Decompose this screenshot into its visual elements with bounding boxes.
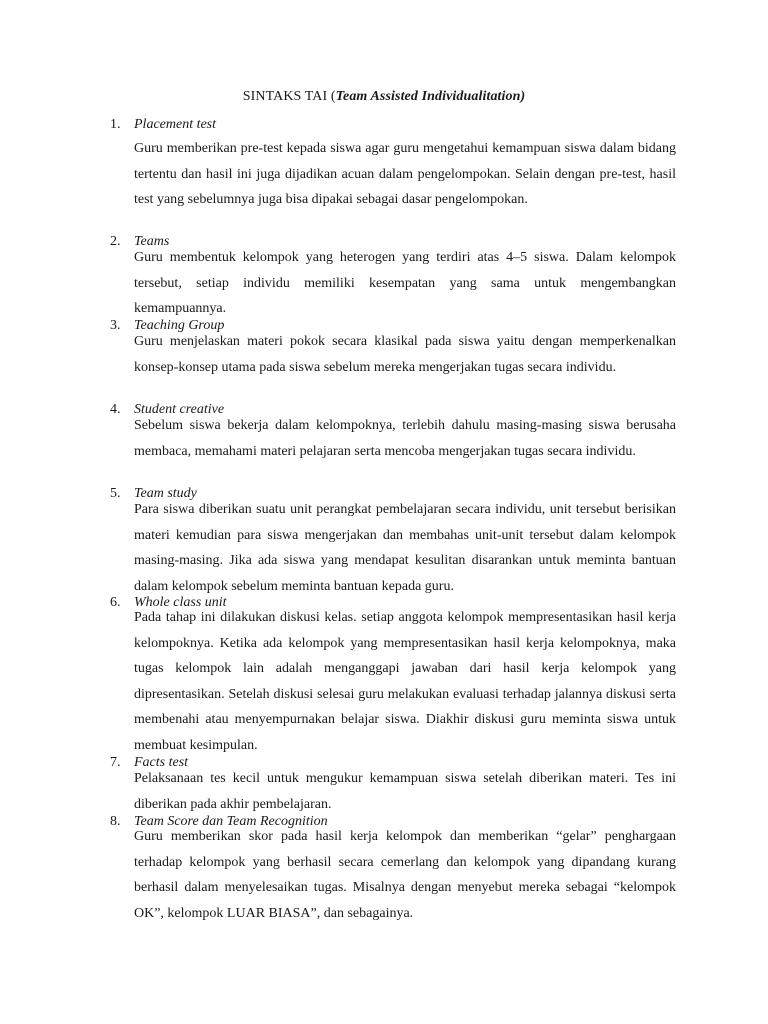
item-number: 7.: [110, 755, 121, 770]
item-number: 4.: [110, 402, 121, 417]
item-text: Para siswa diberikan suatu unit perangkat pembelajaran secara individu, unit tersebut berisikan materi kemudian para siswa mengerjakan dan membahas unit-unit tersebut dalam kelompok masing-masing. Jika ada siswa yang mendapat kesulitan disarankan untuk meminta bantuan dalam kelompok sebelum meminta bantuan kepada guru.: [134, 502, 676, 594]
item-heading: Teaching Group: [134, 318, 225, 333]
item-text: Sebelum siswa bekerja dalam kelompoknya, terlebih dahulu masing-masing siswa berusaha membaca, memahami materi pelajaran serta mencoba mengerjakan tugas secara individu.: [134, 418, 676, 459]
item-number: 3.: [110, 318, 121, 333]
item-text: Guru menjelaskan materi pokok secara klasikal pada siswa yaitu dengan memperkenalkan konsep-konsep utama pada siswa sebelum mereka mengerjakan tugas secara individu.: [134, 334, 676, 375]
document-title: [0, 87, 768, 107]
title-italic: Team Assisted Individualitation): [335, 89, 526, 104]
item-text: Pada tahap ini dilakukan diskusi kelas. setiap anggota kelompok mempresentasikan hasil kerja kelompoknya. Ketika ada kelompok yang mempresentasikan hasil kerja kelompoknya, maka tugas kelompok lain adalah menganggapi jawaban dari hasil kerja kelompok yang dipresentasikan. Setelah diskusi selesai guru melakukan evaluasi terhadap jalannya diskusi serta membenahi atau menyempurnakan belajar siswa. Diakhir diskusi guru meminta siswa untuk membuat kesimpulan.: [134, 610, 676, 753]
item-heading: Placement test: [134, 117, 217, 132]
item-heading: Team Score dan Team Recognition: [134, 814, 328, 829]
item-number: 8.: [110, 814, 121, 829]
item-number: 2.: [110, 234, 121, 249]
item-heading: Student creative: [134, 402, 225, 417]
item-heading: Whole class unit: [134, 595, 227, 610]
item-number: 5.: [110, 486, 121, 501]
item-heading: Teams: [134, 234, 170, 249]
item-text: Pelaksanaan tes kecil untuk mengukur kemampuan siswa setelah diberikan materi. Tes ini diberikan pada akhir pembelajaran.: [134, 771, 676, 812]
title-main: SINTAKS TAI (: [242, 89, 336, 104]
item-number: 1.: [110, 117, 121, 132]
item-number: 6.: [110, 595, 121, 610]
item-text: Guru memberikan skor pada hasil kerja kelompok dan memberikan “gelar” penghargaan terhadap kelompok yang berhasil secara cemerlang dan kelompok yang dipandang kurang berhasil dalam menyelesaikan tugas. Misalnya dengan menyebut mereka sebagai “kelompok OK”, kelompok LUAR BIASA”, dan sebagainya.: [134, 829, 676, 921]
item-heading: Team study: [134, 486, 197, 501]
item-heading: Facts test: [134, 755, 189, 770]
item-text: Guru membentuk kelompok yang heterogen yang terdiri atas 4–5 siswa. Dalam kelompok tersebut, setiap individu memiliki kesempatan yang sama untuk mengembangkan kemampuannya.: [134, 250, 676, 317]
item-text: Guru memberikan pre-test kepada siswa agar guru mengetahui kemampuan siswa dalam bidang tertentu dan hasil ini juga dijadikan acuan dalam pengelompokan. Selain dengan pre-test, hasil test yang sebelumnya juga bisa dipakai sebagai dasar pengelompokan.: [134, 141, 676, 208]
